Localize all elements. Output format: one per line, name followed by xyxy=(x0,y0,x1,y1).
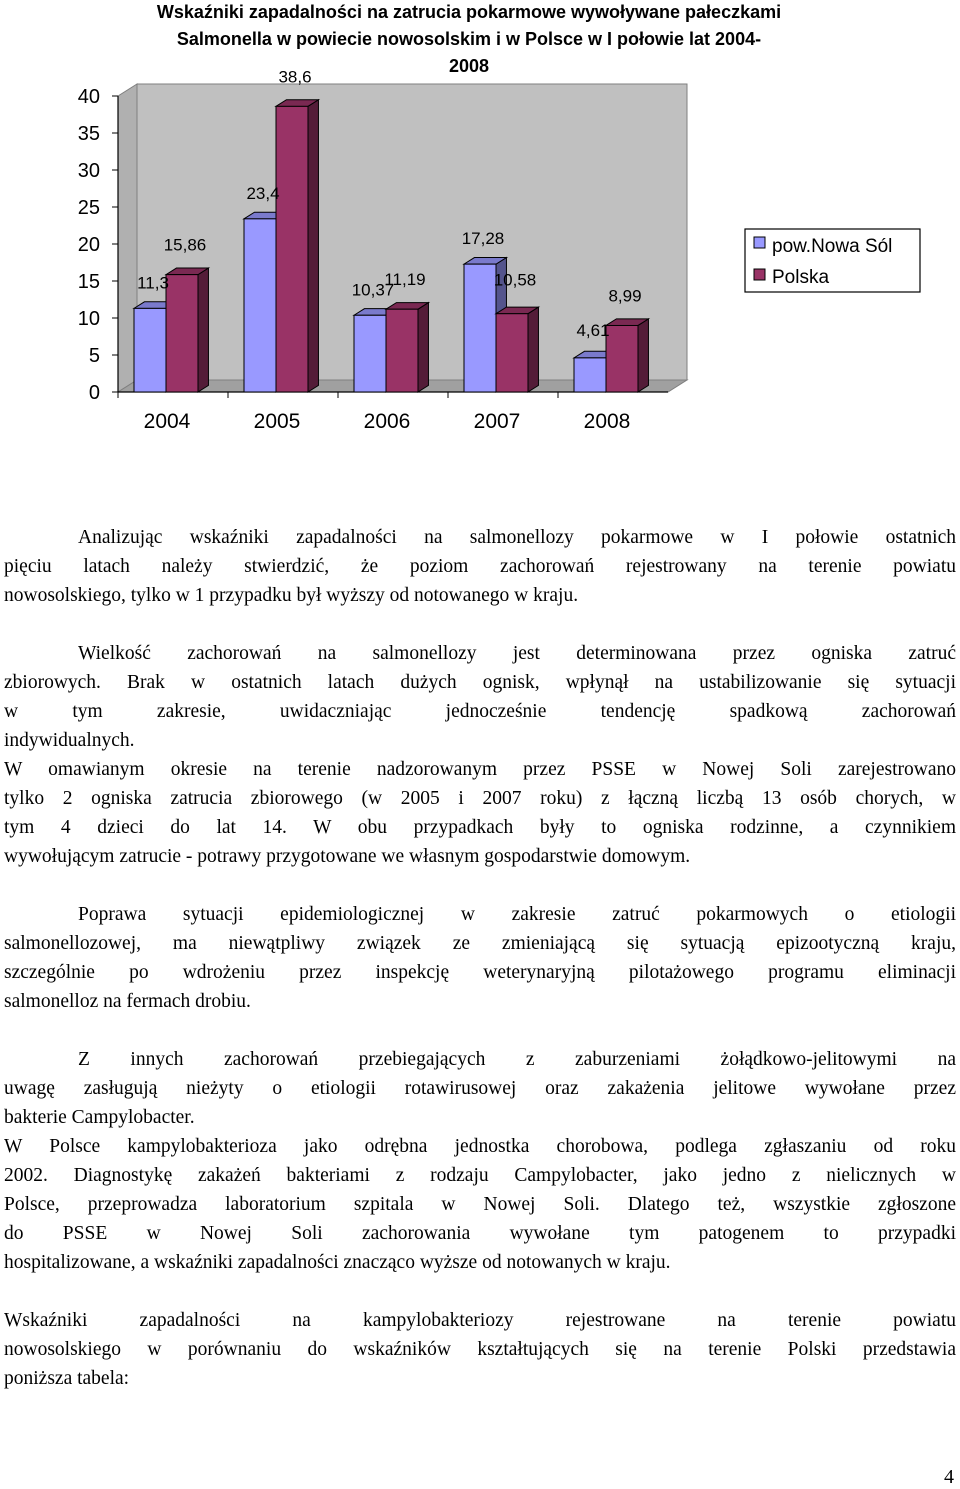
paragraph-4-line-6: Polsce, przeprowadza laboratorium szpitala w Nowej Soli. Dlatego też, wszystkie zgłoszone xyxy=(4,1194,956,1215)
paragraph-5-line-3: poniższa tabela: xyxy=(4,1368,130,1389)
legend-swatch-pow-nowa-sol xyxy=(754,237,765,248)
paragraph-4-line-1: Z innych zachorowań przebiegających z zaburzeniami żołądkowo-jelitowymi na xyxy=(78,1049,956,1070)
bar xyxy=(166,268,208,392)
data-label: 10,37 xyxy=(351,280,395,300)
legend-label-pow-nowa-sol: pow.Nowa Sól xyxy=(772,236,893,257)
y-tick-label: 35 xyxy=(77,123,100,145)
bar xyxy=(606,319,648,392)
paragraph-2-line-8: wywołującym zatrucie - potrawy przygotowane we własnym gospodarstwie domowym. xyxy=(4,846,691,867)
paragraph-3-line-1: Poprawa sytuacji epidemiologicznej w zakresie zatruć pokarmowych o etiologii xyxy=(78,904,956,925)
data-label: 23,4 xyxy=(246,183,280,203)
y-tick-label: 5 xyxy=(88,345,100,367)
x-tick-label: 2004 xyxy=(143,410,191,433)
y-tick-label: 30 xyxy=(77,160,100,182)
paragraph-5-line-1: Wskaźniki zapadalności na kampylobakteriozy rejestrowane na terenie powiatu xyxy=(4,1310,956,1331)
data-label: 11,19 xyxy=(384,270,426,290)
y-tick-label: 25 xyxy=(77,197,100,219)
paragraph-2-line-6: tylko 2 ogniska zatrucia zbiorowego (w 2005 i 2007 roku) z łączną liczbą 13 osób chorych, w xyxy=(4,788,956,809)
paragraph-1-line-2: pięciu latach należy stwierdzić, że poziom zachorowań rejestrowany na terenie powiatu xyxy=(4,556,956,577)
paragraph-1-line-1: Analizując wskaźniki zapadalności na salmonellozy pokarmowe w I połowie ostatnich xyxy=(78,527,956,548)
paragraph-2-line-2: zbiorowych. Brak w ostatnich latach dużych ognisk, wpłynął na ustabilizowanie się sytuacji xyxy=(4,672,956,693)
salmonella-bar-chart xyxy=(0,0,960,460)
bar xyxy=(276,100,318,392)
legend xyxy=(745,229,920,292)
paragraph-4-line-7: do PSSE w Nowej Soli zachorowania wywołane tym patogenem to przypadki xyxy=(4,1223,956,1244)
x-axis xyxy=(118,392,668,433)
data-label: 17,28 xyxy=(461,229,505,249)
data-label: 11,3 xyxy=(137,273,169,293)
paragraph-4-line-2: uwagę zasługują nieżyty o etiologii rotawirusowej oraz zakażenia jelitowe wywołane przez xyxy=(4,1078,956,1099)
data-label: 38,6 xyxy=(278,67,312,87)
data-label: 15,86 xyxy=(163,235,207,255)
y-tick-label: 15 xyxy=(77,271,100,293)
x-tick-label: 2007 xyxy=(473,410,521,433)
paragraph-4-line-5: 2002. Diagnostykę zakażeń bakteriami z rodzaju Campylobacter, jako jedno z nielicznych w xyxy=(4,1165,956,1186)
paragraph-3-line-3: szczególnie po wdrożeniu przez inspekcję weterynaryjną pilotażowego programu eliminacji xyxy=(4,962,956,983)
paragraph-2-line-7: tym 4 dzieci do lat 14. W obu przypadkach były to ogniska rodzinne, a czynnikiem xyxy=(4,817,956,838)
paragraph-3-line-4: salmonelloz na fermach drobiu. xyxy=(4,991,251,1012)
y-tick-label: 20 xyxy=(77,234,100,256)
y-tick-label: 40 xyxy=(77,86,100,108)
chart-title-line-3: 2008 xyxy=(448,56,490,76)
data-label: 10,58 xyxy=(493,270,537,290)
paragraph-2-line-4: indywidualnych. xyxy=(4,730,135,751)
bar xyxy=(386,303,428,392)
y-tick-label: 10 xyxy=(77,308,100,330)
paragraph-1-line-3: nowosolskiego, tylko w 1 przypadku był wyższy od notowanego w kraju. xyxy=(4,585,579,606)
paragraph-5-line-2: nowosolskiego w porównaniu do wskaźników kształtujących się na terenie Polski przedstawia xyxy=(4,1339,956,1360)
data-label: 4,61 xyxy=(576,320,610,340)
paragraph-2-line-1: Wielkość zachorowań na salmonellozy jest determinowana przez ogniska zatruć xyxy=(78,643,956,664)
paragraph-3-line-2: salmonellozowej, ma niewątpliwy związek ze zmieniającą się sytuacją epizootyczną kraju, xyxy=(4,933,956,954)
chart-title-line-1: Wskaźniki zapadalności na zatrucia pokarmowe wywoływane pałeczkami xyxy=(156,2,782,22)
legend-label-polska: Polska xyxy=(772,267,830,288)
y-axis xyxy=(78,86,118,404)
paragraph-2-line-5: W omawianym okresie na terenie nadzorowanym przez PSSE w Nowej Soli zarejestrowano xyxy=(4,759,956,780)
x-tick-label: 2006 xyxy=(363,410,411,433)
bar xyxy=(496,307,538,392)
paragraph-4-line-4: W Polsce kampylobakterioza jako odrębna jednostka chorobowa, podlega zgłaszaniu od roku xyxy=(4,1136,956,1157)
page-number: 4 xyxy=(944,1466,954,1488)
legend-swatch-polska xyxy=(754,269,765,280)
paragraph-4-line-8: hospitalizowane, a wskaźniki zapadalności znacząco wyższe od notowanych w kraju. xyxy=(4,1252,671,1273)
x-tick-label: 2008 xyxy=(583,410,631,433)
y-tick-label: 0 xyxy=(88,382,100,404)
paragraph-2-line-3: w tym zakresie, uwidaczniając jednocześnie tendencję spadkową zachorowań xyxy=(4,701,956,722)
paragraph-4-line-3: bakterie Campylobacter. xyxy=(4,1107,195,1128)
x-tick-label: 2005 xyxy=(253,410,301,433)
chart-title-line-2: Salmonella w powiecie nowosolskim i w Polsce w I połowie lat 2004- xyxy=(176,29,762,49)
data-label: 8,99 xyxy=(608,286,642,306)
